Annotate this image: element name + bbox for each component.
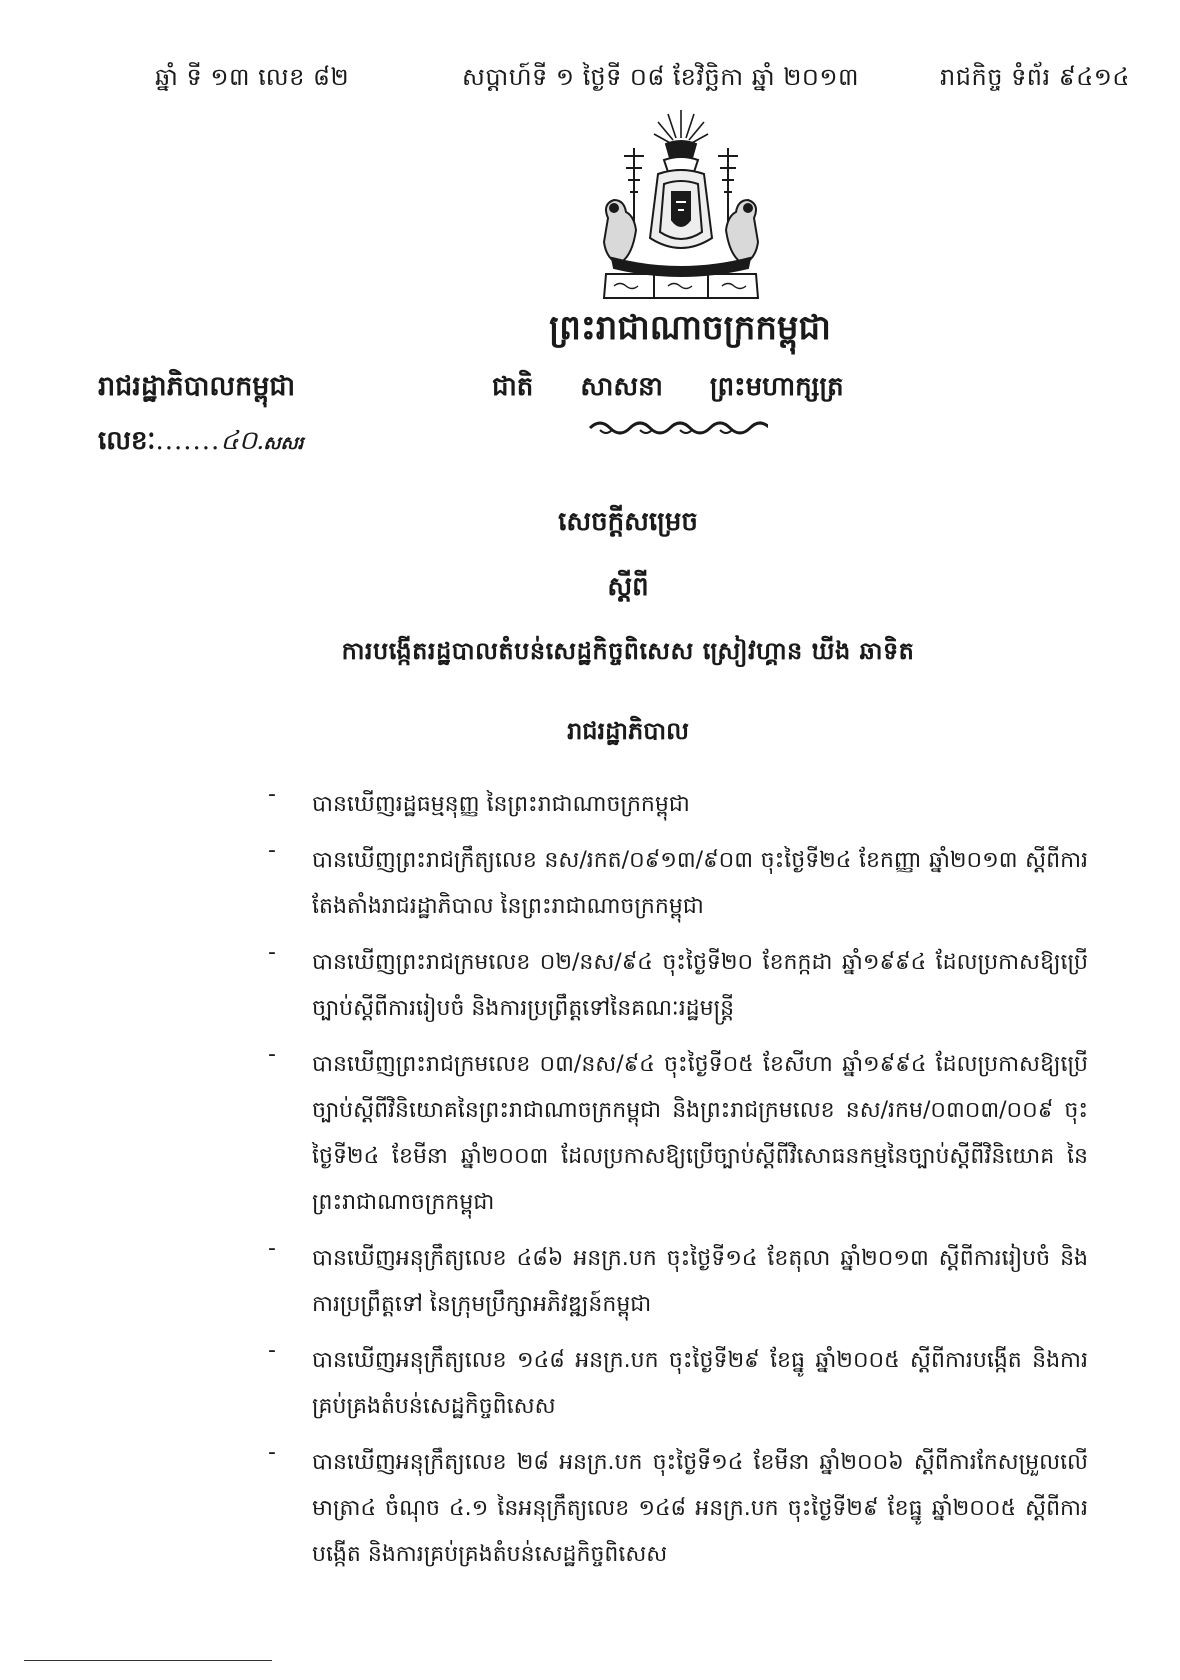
list-item-text: បានឃើញអនុក្រឹត្យលេខ ៤៨៦ អនក្រ.បក ចុះថ្ងៃទី១៤ ខែតុលា ឆ្នាំ២០១៣ ស្ដីពីការរៀបចំ និងការប្រព្រឹត្តទៅ នៃក្រុមប្រឹក្សាអភិវឌ្ឍន៍កម្ពុជា [312, 1246, 1088, 1317]
list-dash: - [268, 940, 276, 965]
list-dash: - [268, 1440, 276, 1465]
document-number-label: លេខៈ [98, 426, 156, 456]
list-dash: - [268, 1338, 276, 1363]
title-government: រាជរដ្ឋាភិបាល [567, 716, 689, 745]
government-name: រាជរដ្ឋាភិបាលកម្ពុជា [98, 371, 296, 402]
title-subject: ការបង្កើតរដ្ឋបាលតំបន់សេដ្ឋកិច្ចពិសេស ស្រៀវហ្គាន ឃីង ឆាទិត [341, 636, 915, 665]
list-item [268, 1440, 1088, 1578]
kingdom-title: ព្រះរាជាណាចក្រកម្ពុជា [549, 308, 831, 348]
list-item-text: បានឃើញរដ្ឋធម្មនុញ្ញ នៃព្រះរាជាណាចក្រកម្ពុជា [312, 792, 690, 817]
title-about: ស្ដីពី [607, 572, 649, 602]
header-year-issue: ឆ្នាំ ទី ១៣ លេខ ៨២ [155, 63, 350, 91]
list-dash: - [268, 782, 276, 807]
recitals-list [268, 782, 1088, 1588]
motto-religion: សាសនា [580, 372, 663, 402]
list-item [268, 1236, 1088, 1328]
national-motto [492, 370, 882, 408]
list-dash: - [268, 1042, 276, 1067]
motto-king: ព្រះមហាក្សត្រ [709, 372, 844, 402]
list-item [268, 782, 1088, 828]
footer-rule [24, 1660, 272, 1661]
motto-nation: ជាតិ [492, 372, 534, 402]
document-number-value: ៤០ [220, 426, 258, 456]
decision-title: សេចក្ដីសម្រេច [558, 507, 698, 537]
list-item [268, 838, 1088, 930]
list-item-text: បានឃើញព្រះរាជក្រឹត្យលេខ នស/រកត/០៩១៣/៩០៣ ចុះថ្ងៃទី២៤ ខែកញ្ញា ឆ្នាំ២០១៣ ស្ដីពីការតែងតាំងរាជរដ្ឋាភិបាល នៃព្រះរាជាណាចក្រកម្ពុជា [312, 848, 1088, 919]
header-date: សប្ដាហ៍ទី ១ ថ្ងៃទី ០៨ ខែវិច្ឆិកា ឆ្នាំ ២០១៣ [462, 63, 860, 91]
list-dash: - [268, 1236, 276, 1261]
ornament-divider [586, 416, 768, 438]
header-page-number: រាជកិច្ច ទំព័រ ៩៤១៤ [940, 63, 1130, 91]
document-number-suffix: .សសរ [257, 433, 304, 454]
list-item-text: បានឃើញអនុក្រឹត្យលេខ ២៨ អនក្រ.បក ចុះថ្ងៃទី១៤ ខែមីនា ឆ្នាំ២០០៦ ស្ដីពីការកែសម្រួលលើមាត្រា៤ ចំណុច ៤.១ នៃអនុក្រឹត្យលេខ ១៤៨ អនក្រ.បក ចុះថ្ងៃទី២៩ ខែធ្នូ ឆ្នាំ២០០៥ ស្ដីពីការបង្កើត និងការគ្រប់គ្រងតំបន់សេដ្ឋកិច្ចពិសេស [312, 1450, 1088, 1567]
list-item-text: បានឃើញព្រះរាជក្រមលេខ ០៣/នស/៩៤ ចុះថ្ងៃទី០៥ ខែសីហា ឆ្នាំ១៩៩៤ ដែលប្រកាសឱ្យប្រើច្បាប់ស្ដីពីវិនិយោគនៃព្រះរាជាណាចក្រកម្ពុជា និងព្រះរាជក្រមលេខ នស/រកម/០៣០៣/០០៩ ចុះថ្ងៃទី២៤ ខែមីនា ឆ្នាំ២០០៣ ដែលប្រកាសឱ្យប្រើច្បាប់ស្ដីពីវិសោធនកម្មនៃច្បាប់ស្ដីពីវិនិយោគ នៃព្រះរាជាណាចក្រកម្ពុជា [312, 1052, 1088, 1215]
list-item-text: បានឃើញអនុក្រឹត្យលេខ ១៤៨ អនក្រ.បក ចុះថ្ងៃទី២៩ ខែធ្នូ ឆ្នាំ២០០៥ ស្ដីពីការបង្កើត និងការគ្រប់គ្រងតំបន់សេដ្ឋកិច្ចពិសេស [312, 1348, 1088, 1419]
document-number-dots: ....... [155, 426, 221, 456]
list-item [268, 1338, 1088, 1430]
list-dash: - [268, 838, 276, 863]
list-item [268, 940, 1088, 1032]
list-item [268, 1042, 1088, 1226]
list-item-text: បានឃើញព្រះរាជក្រមលេខ ០២/នស/៩៤ ចុះថ្ងៃទី២០ ខែកក្កដា ឆ្នាំ១៩៩៤ ដែលប្រកាសឱ្យប្រើច្បាប់ស្ដីពីការរៀបចំ និងការប្រព្រឹត្តទៅនៃគណៈរដ្ឋមន្ត្រី [312, 950, 1088, 1021]
document-number [98, 424, 303, 462]
royal-coat-of-arms-icon [588, 108, 774, 306]
